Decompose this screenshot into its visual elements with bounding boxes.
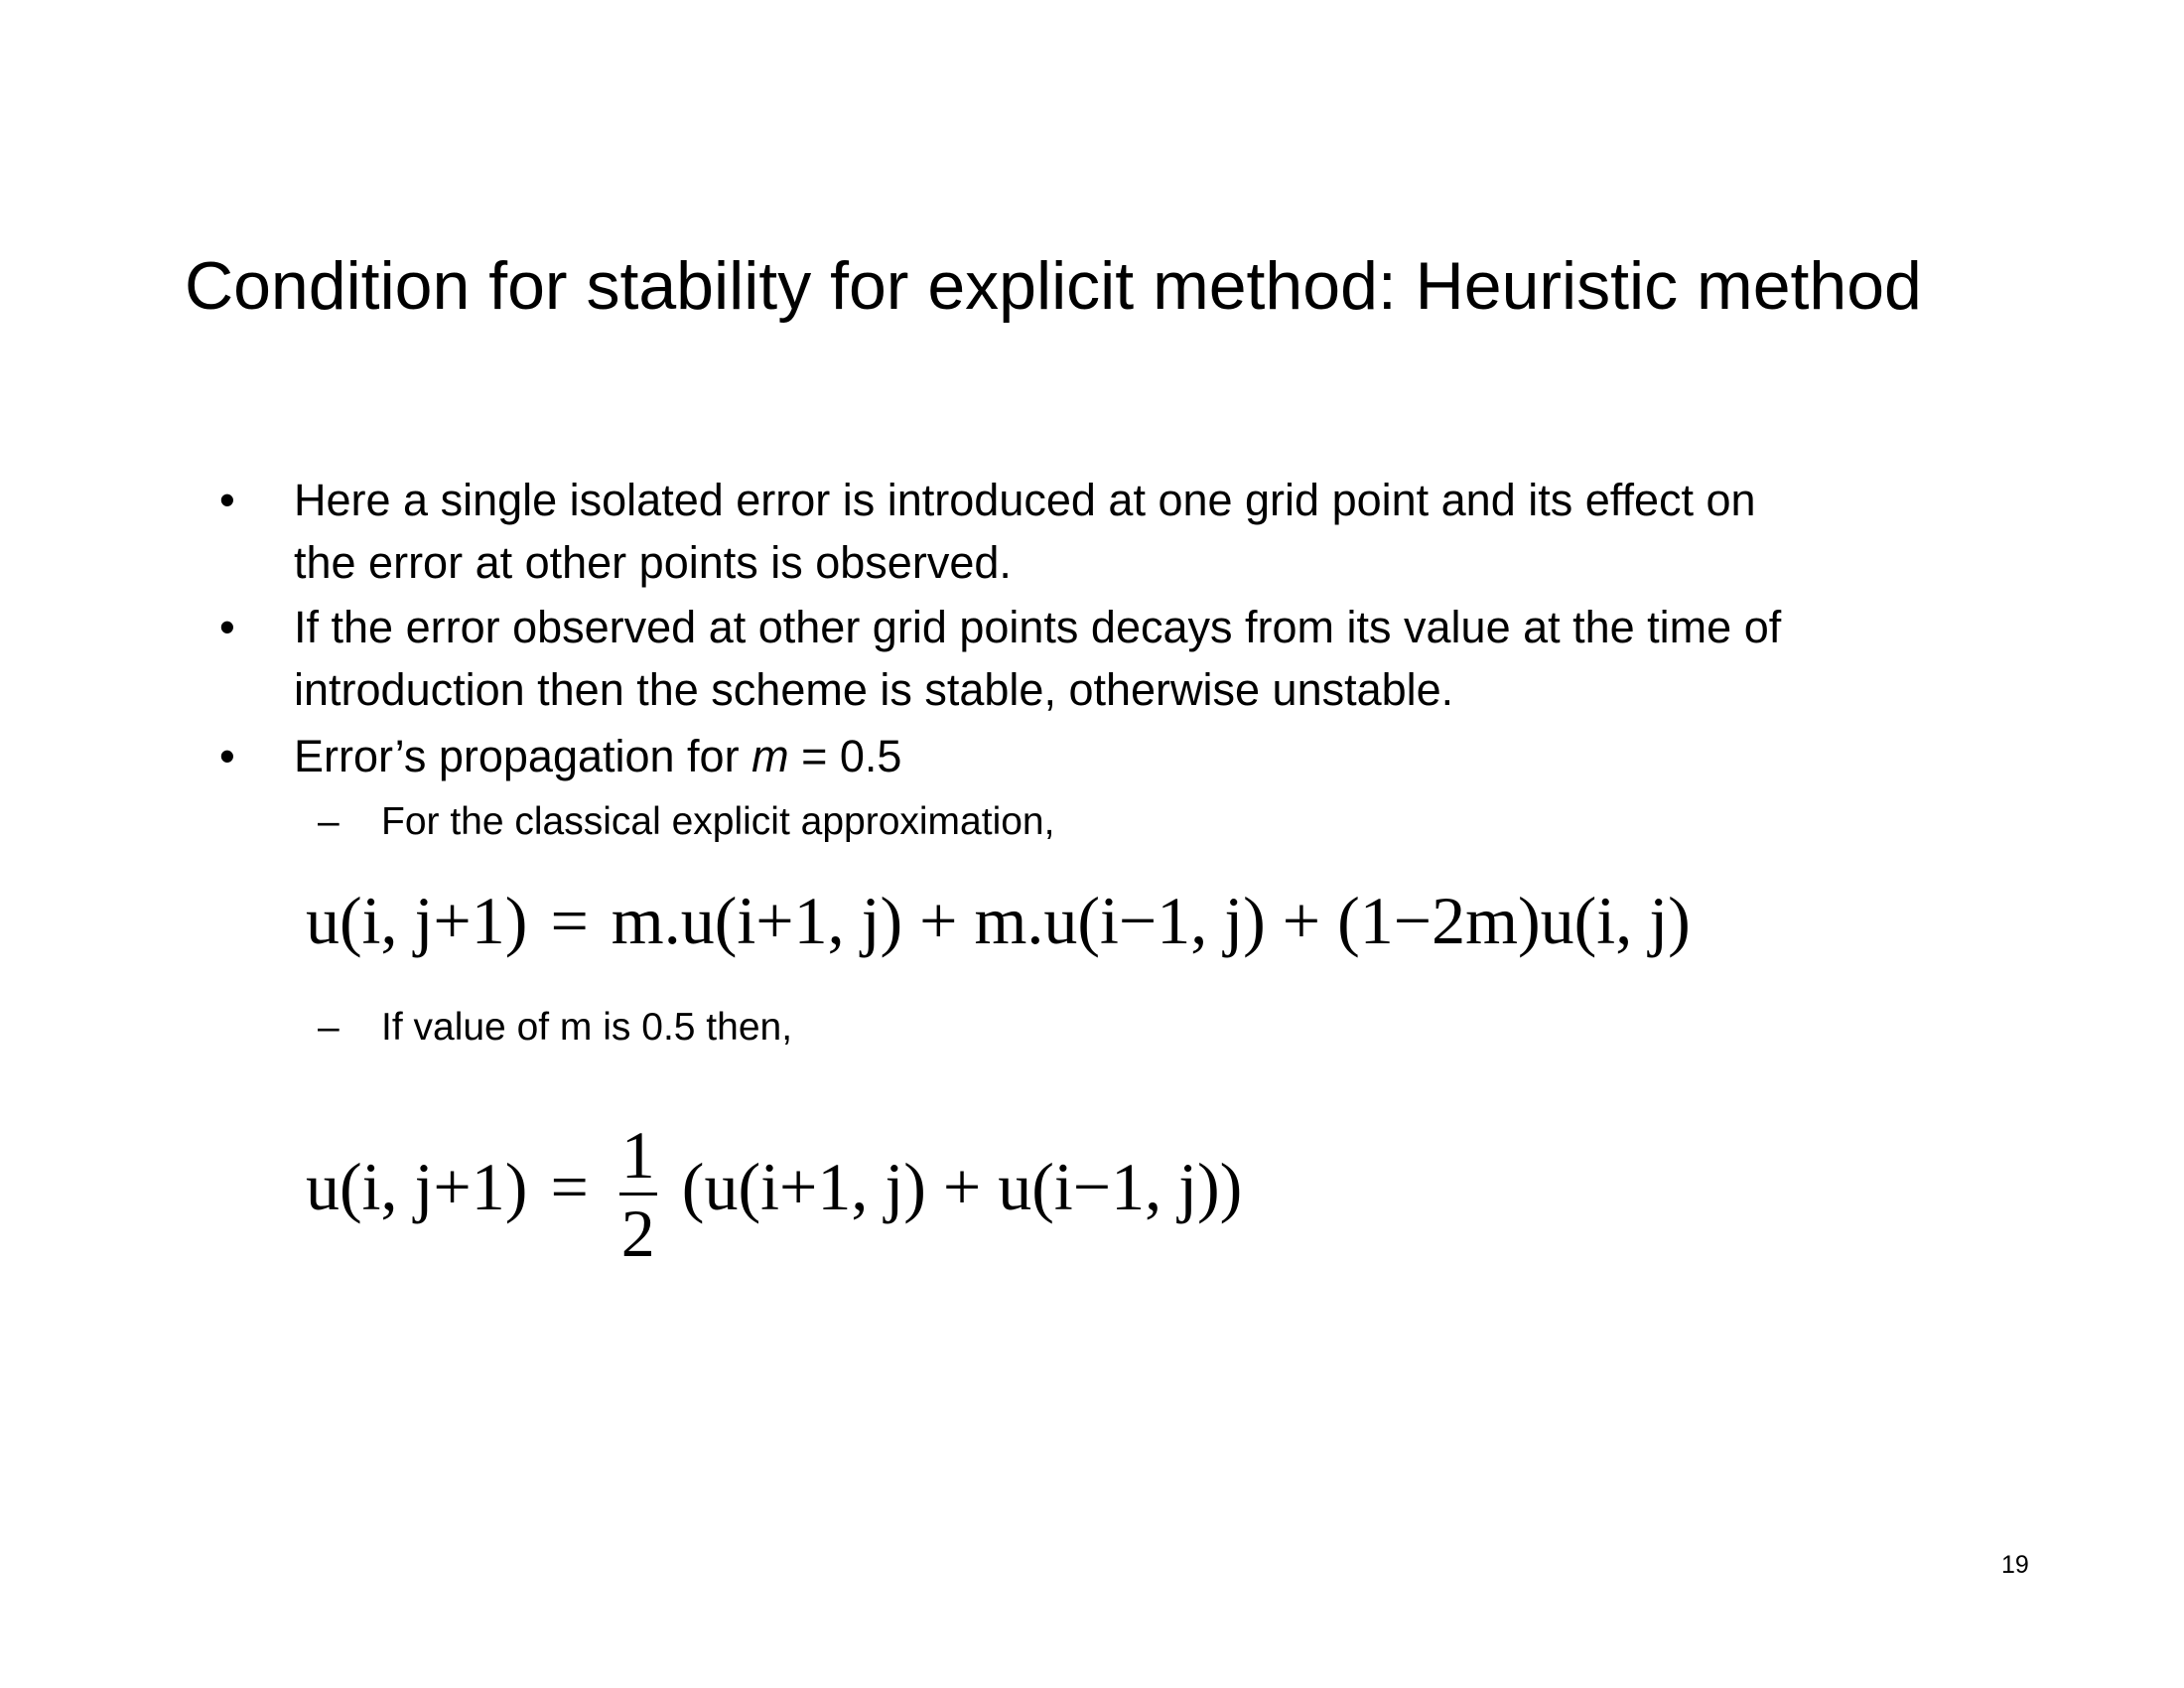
dash-marker: – bbox=[318, 1006, 340, 1049]
equation-rhs: (u(i+1, j) + u(i−1, j)) bbox=[681, 1149, 1243, 1225]
equation-equals: = bbox=[550, 1149, 589, 1225]
bullet-text: = 0.5 bbox=[788, 731, 902, 781]
bullet-line: the error at other points is observed. bbox=[294, 537, 1012, 588]
bullet-line bbox=[294, 725, 2021, 787]
variable-m: m bbox=[751, 731, 789, 781]
dash-marker: – bbox=[318, 800, 340, 843]
page-number: 19 bbox=[2001, 1551, 2029, 1579]
equation-lhs: u(i, j+1) bbox=[306, 1149, 528, 1225]
fraction-numerator: 1 bbox=[619, 1117, 657, 1196]
bullet-text: Error’s propagation for bbox=[294, 731, 752, 781]
equation-explicit-scheme bbox=[306, 882, 1691, 960]
bullet-line: If the error observed at other grid points decays from its value at the time of bbox=[294, 602, 1782, 652]
bullet-item bbox=[219, 725, 2021, 787]
equation-lhs: u(i, j+1) bbox=[306, 883, 528, 958]
slide-title: Condition for stability for explicit method: Heuristic method bbox=[185, 248, 1922, 324]
bullet-line: Here a single isolated error is introduced at one grid point and its effect on bbox=[294, 475, 1756, 525]
bullet-marker: • bbox=[219, 602, 235, 652]
bullet-marker: • bbox=[219, 731, 235, 781]
fraction-denominator: 2 bbox=[620, 1196, 655, 1271]
subbullet-text: For the classical explicit approximation, bbox=[381, 800, 1055, 843]
subbullet-text: If value of m is 0.5 then, bbox=[381, 1006, 793, 1049]
equation-rhs: m.u(i+1, j) + m.u(i−1, j) + (1−2m)u(i, j) bbox=[611, 883, 1691, 958]
subbullet-item bbox=[318, 1003, 793, 1053]
bullet-line: introduction then the scheme is stable, otherwise unstable. bbox=[294, 664, 1454, 715]
bullet-item bbox=[219, 596, 2021, 721]
subbullet-item bbox=[318, 797, 1055, 847]
fraction-one-half bbox=[619, 1117, 657, 1271]
bullet-marker: • bbox=[219, 475, 235, 525]
equation-half-average bbox=[306, 1117, 1242, 1271]
bullet-item bbox=[219, 469, 2021, 594]
equation-equals: = bbox=[550, 883, 589, 958]
